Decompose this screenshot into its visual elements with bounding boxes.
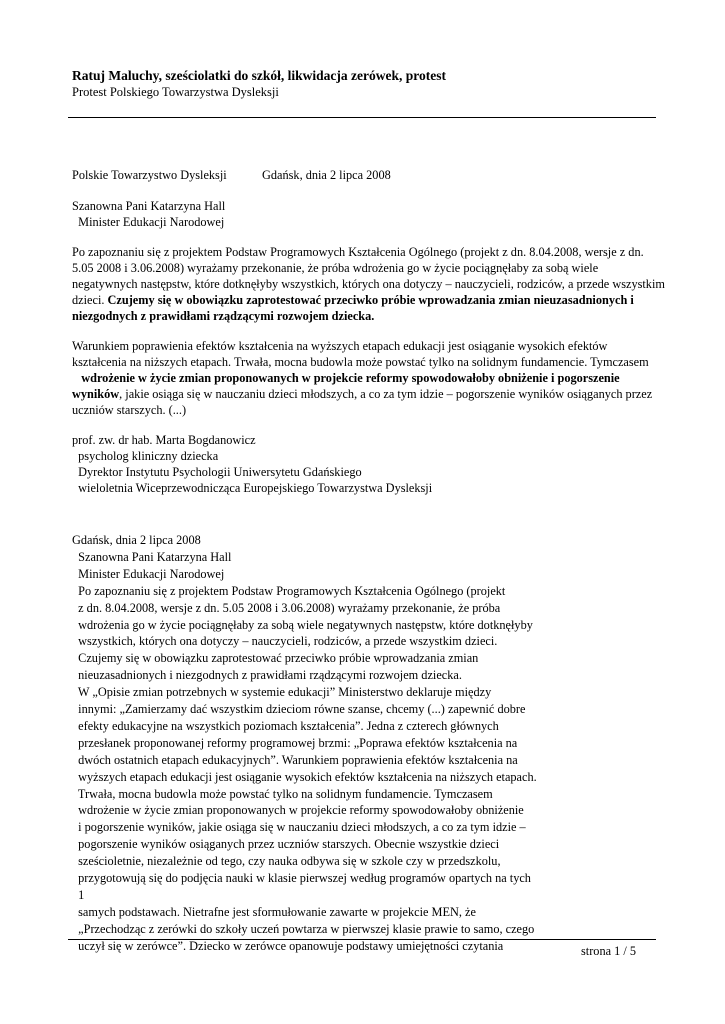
second-letter-line: wszystkich, których ona dotyczy – nauczycieli, rodziców, a przede wszystkim dzieci. (72, 634, 498, 649)
second-letter-line: Trwała, mocna budowla może powstać tylko na solidnym fundamencie. Tymczasem (72, 786, 493, 801)
signature-role-1: psycholog kliniczny dziecka (72, 449, 219, 463)
sender-name: Polskie Towarzystwo Dysleksji (72, 168, 227, 182)
second-letter-line: sześcioletnie, niezależnie od tego, czy nauka odbywa się w szkole czy w przedszkolu, (72, 854, 501, 869)
second-letter-line: i pogorszenie wyników, jakie osiąga się w nauczaniu dzieci młodszych, a co za tym idzie – (72, 820, 526, 835)
paragraph-2-line-3: wdrożenie w życie zmian proponowanych w projekcie reformy spowodowałoby obniżenie i pogorszenie (72, 371, 620, 385)
page-number: strona 1 / 5 (581, 944, 636, 958)
addressee-title: Minister Edukacji Narodowej (72, 215, 225, 229)
second-letter-line: wyższych etapach edukacji jest osiąganie wysokich efektów kształcenia na niższych etapach. (72, 769, 537, 784)
second-letter-line: uczył się w zerówce”. Dziecko w zerówce opanowuje podstawy umiejętności czytania (72, 938, 504, 953)
second-letter-line: samych podstawach. Nietrafne jest sformułowanie zawarte w projekcie MEN, że (72, 904, 476, 919)
second-letter-line: przygotowują się do podjęcia nauki w klasie pierwszej według programów opartych na tych (72, 871, 531, 885)
second-letter-line: pogorszenie wyników osiąganych przez uczniów starszych. Obecnie wszystkie dzieci (72, 837, 500, 852)
paragraph-1-line-3: negatywnych następstw, które dotknęłyby wszystkich, których ona dotyczy – nauczycieli, rodziców, a przede wszystkim (72, 277, 665, 291)
paragraph-1-line-4-plain: dzieci. (72, 293, 108, 307)
sender-line (72, 167, 227, 183)
document-subtitle: Protest Polskiego Towarzystwa Dysleksji (72, 85, 279, 99)
signature-role-3: wieloletnia Wiceprzewodnicząca Europejskiego Towarzystwa Dysleksji (72, 481, 433, 495)
addressee-name: Szanowna Pani Katarzyna Hall (72, 199, 226, 213)
second-letter-line: 1 (72, 887, 85, 902)
second-letter-line: Po zapoznaniu się z projektem Podstaw Programowych Kształcenia Ogólnego (projekt (72, 583, 506, 598)
second-letter-line: innymi: „Zamierzamy dać wszystkim dzieciom równe szanse, chcemy (...) zapewnić dobre (72, 702, 526, 716)
paragraph-2-line-5: uczniów starszych. (...) (72, 403, 187, 417)
paragraph-2-line-1: Warunkiem poprawienia efektów kształcenia na wyższych etapach edukacji jest osiąganie wysokich efektów (72, 339, 608, 353)
header-divider (68, 117, 656, 118)
protest-statement-cont: niezgodnych z prawidłami rządzącymi rozwojem dziecka. (72, 309, 375, 323)
second-letter-line: z dn. 8.04.2008, wersje z dn. 5.05 2008 i 3.06.2008) wyrażamy przekonanie, że próba (72, 600, 501, 615)
second-letter-line: nieuzasadnionych i niezgodnych z prawidłami rządzącymi rozwojem dziecka. (72, 668, 462, 683)
second-letter-line: wdrożenia go w życie pociągnęłaby za sobą wiele negatywnych następstw, które dotknęłyby (72, 617, 533, 632)
second-letter-line: dwóch ostatnich etapach edukacyjnych”. Warunkiem poprawienia efektów kształcenia na (72, 752, 518, 767)
document-title: Ratuj Maluchy, sześciolatki do szkół, likwidacja zerówek, protest (72, 68, 446, 83)
footer-divider (68, 939, 656, 940)
second-letter-line: wdrożenie w życie zmian proponowanych w projekcie reformy spowodowałoby obniżenie (72, 803, 524, 818)
paragraph-2-line-4-plain: , jakie osiąga się w nauczaniu dzieci młodszych, a co za tym idzie – pogorszenie wyników osiąganych przez (119, 387, 653, 401)
signature-name: prof. zw. dr hab. Marta Bogdanowicz (72, 433, 256, 447)
paragraph-1-line-2: 5.05 2008 i 3.06.2008) wyrażamy przekonanie, że próba wdrożenia go w życie pociągnęłaby za sobą wiele (72, 261, 599, 275)
second-letter-line: Szanowna Pani Katarzyna Hall (72, 549, 232, 564)
paragraph-1-line-1: Po zapoznaniu się z projektem Podstaw Programowych Kształcenia Ogólnego (projekt z dn. 8.04.2008, wersje z dn. (72, 245, 644, 259)
paragraph-2-line-2: kształcenia na niższych etapach. Trwała, mocna budowla może powstać tylko na solidnym fundamencie. Tymczasem (72, 355, 649, 369)
letter-date: Gdańsk, dnia 2 lipca 2008 (262, 168, 391, 182)
second-letter-line: przesłanek proponowanej reformy programowej brzmi: „Poprawa efektów kształcenia na (72, 735, 518, 750)
second-letter-line: „Przechodząc z zerówki do szkoły uczeń powtarza w pierwszej klasie prawie to samo, czego (72, 921, 535, 936)
signature-role-2: Dyrektor Instytutu Psychologii Uniwersytetu Gdańskiego (72, 465, 362, 479)
protest-statement: Czujemy się w obowiązku zaprotestować przeciwko próbie wprowadzania zmian nieuzasadnionych i (107, 293, 634, 307)
second-letter-line: efekty edukacyjne na wszystkich poziomach kształcenia”. Jedna z czterech głównych (72, 718, 499, 733)
paragraph-2-line-4-bold: wyników (72, 387, 120, 401)
second-letter-line: W „Opisie zmian potrzebnych w systemie edukacji” Ministerstwo deklaruje między (72, 685, 492, 700)
second-letter-line: Czujemy się w obowiązku zaprotestować przeciwko próbie wprowadzania zmian (72, 651, 479, 666)
second-letter-line: Minister Edukacji Narodowej (72, 566, 225, 581)
paragraph-2-line-4 (72, 386, 652, 402)
second-letter-line: Gdańsk, dnia 2 lipca 2008 (72, 533, 201, 547)
paragraph-1-line-4 (72, 292, 634, 308)
